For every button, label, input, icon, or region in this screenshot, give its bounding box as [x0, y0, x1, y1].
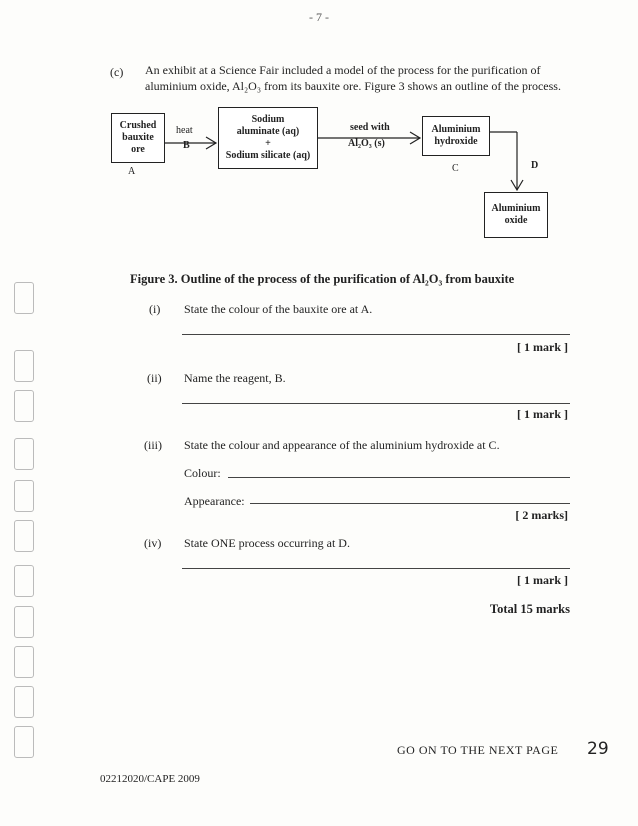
binder-hole	[14, 438, 34, 470]
box2-line: Sodium silicate (aq)	[225, 150, 311, 161]
box4-line: Aluminium	[491, 203, 541, 214]
question-text: State ONE process occurring at D.	[184, 536, 350, 550]
box3-line: hydroxide	[434, 136, 478, 147]
binder-hole	[14, 686, 34, 718]
box3-line: Aluminium	[431, 124, 481, 135]
binder-hole	[14, 606, 34, 638]
handwritten-page-number: 29	[587, 739, 609, 759]
label-C: C	[452, 163, 459, 174]
box1-line: bauxite	[122, 132, 154, 143]
binder-hole	[14, 480, 34, 512]
question-number: (iv)	[144, 536, 162, 550]
total-marks: Total 15 marks	[489, 602, 570, 616]
label-D: D	[531, 160, 539, 171]
label-A: A	[128, 166, 136, 177]
arrow-label-heat: heat	[176, 125, 193, 136]
binder-hole	[14, 350, 34, 382]
arrow-label-seed: seed with	[350, 122, 390, 133]
arrow-label-al2o3: Al₂O₃ (s)	[348, 138, 385, 149]
marks-label: [ 1 mark ]	[517, 407, 568, 421]
page-number: - 7 -	[309, 10, 329, 24]
diagram-arrows	[0, 0, 638, 300]
binder-hole	[14, 726, 34, 758]
question-text: State the colour and appearance of the aluminium hydroxide at C.	[184, 438, 500, 452]
answer-line[interactable]	[182, 334, 570, 335]
box1-line: ore	[131, 144, 145, 155]
box2-line: Sodium	[251, 114, 285, 125]
figure-caption: Figure 3. Outline of the process of the purification of Al₂O₃ from bauxite	[130, 272, 515, 286]
question-number: (iii)	[144, 438, 162, 452]
question-text: State the colour of the bauxite ore at A.	[184, 302, 373, 316]
arrow-label-B: B	[183, 140, 190, 151]
answer-line[interactable]	[182, 568, 570, 569]
exam-code: 02212020/CAPE 2009	[100, 773, 200, 785]
appearance-label: Appearance:	[184, 494, 245, 508]
go-on-text: GO ON TO THE NEXT PAGE	[397, 743, 559, 757]
binder-hole	[14, 646, 34, 678]
question-text: Name the reagent, B.	[184, 371, 286, 385]
marks-label: [ 2 marks]	[515, 508, 568, 522]
question-number: (ii)	[147, 371, 162, 385]
marks-label: [ 1 mark ]	[517, 340, 568, 354]
marks-label: [ 1 mark ]	[517, 573, 568, 587]
box4-line: oxide	[504, 215, 528, 226]
colour-label: Colour:	[184, 466, 221, 480]
part-label: (c)	[110, 65, 124, 79]
binder-hole	[14, 520, 34, 552]
question-number: (i)	[149, 302, 161, 316]
answer-line[interactable]	[182, 403, 570, 404]
colour-answer-line[interactable]	[228, 477, 570, 478]
binder-hole	[14, 390, 34, 422]
box1-line: Crushed	[119, 120, 157, 131]
appearance-answer-line[interactable]	[250, 503, 570, 504]
box2-plus: +	[265, 138, 271, 149]
intro-text: An exhibit at a Science Fair included a model of the process for the purification of aluminium oxide, Al₂O₃ from its bauxite ore. Figure 3 shows an outline of the process.	[145, 63, 561, 93]
box2-line: aluminate (aq)	[236, 126, 300, 137]
binder-hole	[14, 565, 34, 597]
